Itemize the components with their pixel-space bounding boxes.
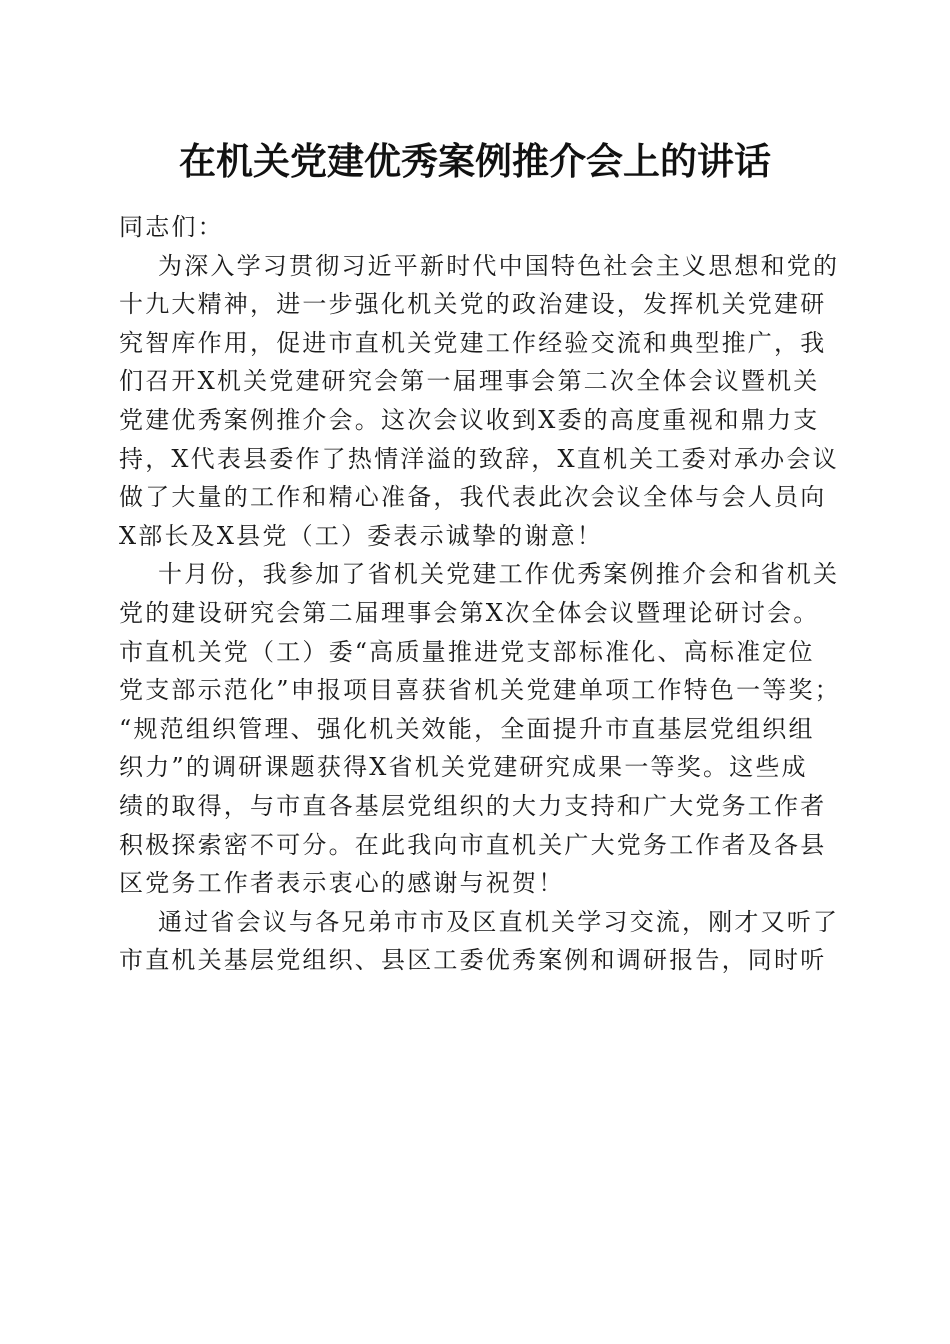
paragraph-line: 究智库作用，促进市直机关党建工作经验交流和典型推广，我 — [119, 328, 827, 357]
paragraph-line: 做了大量的工作和精心准备，我代表此次会议全体与会人员向 — [119, 483, 827, 512]
paragraph-line: 为深入学习贯彻习近平新时代中国特色社会主义思想和党的 — [158, 251, 840, 280]
paragraph-line: 党建优秀案例推介会。这次会议收到X委的高度重视和鼎力支 — [119, 405, 820, 434]
paragraph-line: 区党务工作者表示衷心的感谢与祝贺！ — [119, 869, 565, 898]
salutation: 同志们： — [119, 213, 224, 241]
paragraph-line: 市直机关基层党组织、县区工委优秀案例和调研报告，同时听 — [119, 946, 827, 975]
paragraph-2 — [119, 555, 841, 902]
paragraph-line: 通过省会议与各兄弟市市及区直机关学习交流，刚才又听了 — [158, 907, 840, 936]
paragraph-line: 织力”的调研课题获得X省机关党建研究成果一等奖。这些成 — [119, 753, 808, 782]
paragraph-line: X部长及X县党（工）委表示诚挚的谢意！ — [119, 521, 603, 550]
paragraph-1 — [119, 247, 840, 556]
document-body — [119, 208, 841, 980]
paragraph-line: 持，X代表县委作了热情洋溢的致辞，X直机关工委对承办会议 — [119, 444, 839, 473]
paragraph-line: 积极探索密不可分。在此我向市直机关广大党务工作者及各县 — [119, 830, 827, 859]
paragraph-line: 党支部示范化”申报项目喜获省机关党建单项工作特色一等奖； — [119, 676, 841, 705]
paragraph-line: 十月份，我参加了省机关党建工作优秀案例推介会和省机关 — [158, 560, 840, 589]
paragraph-line: 市直机关党（工）委“高质量推进党支部标准化、高标准定位 — [119, 637, 815, 666]
paragraph-line: 十九大精神，进一步强化机关党的政治建设，发挥机关党建研 — [119, 290, 827, 319]
paragraph-3 — [119, 903, 840, 980]
paragraph-line: “规范组织管理、强化机关效能，全面提升市直基层党组织组 — [119, 714, 815, 743]
paragraph-line: 们召开X机关党建研究会第一届理事会第二次全体会议暨机关 — [119, 367, 820, 396]
paragraph-line: 绩的取得，与市直各基层党组织的大力支持和广大党务工作者 — [119, 791, 827, 820]
document-title: 在机关党建优秀案例推介会上的讲话 — [179, 139, 771, 183]
paragraph-line: 党的建设研究会第二届理事会第X次全体会议暨理论研讨会。 — [119, 598, 820, 627]
